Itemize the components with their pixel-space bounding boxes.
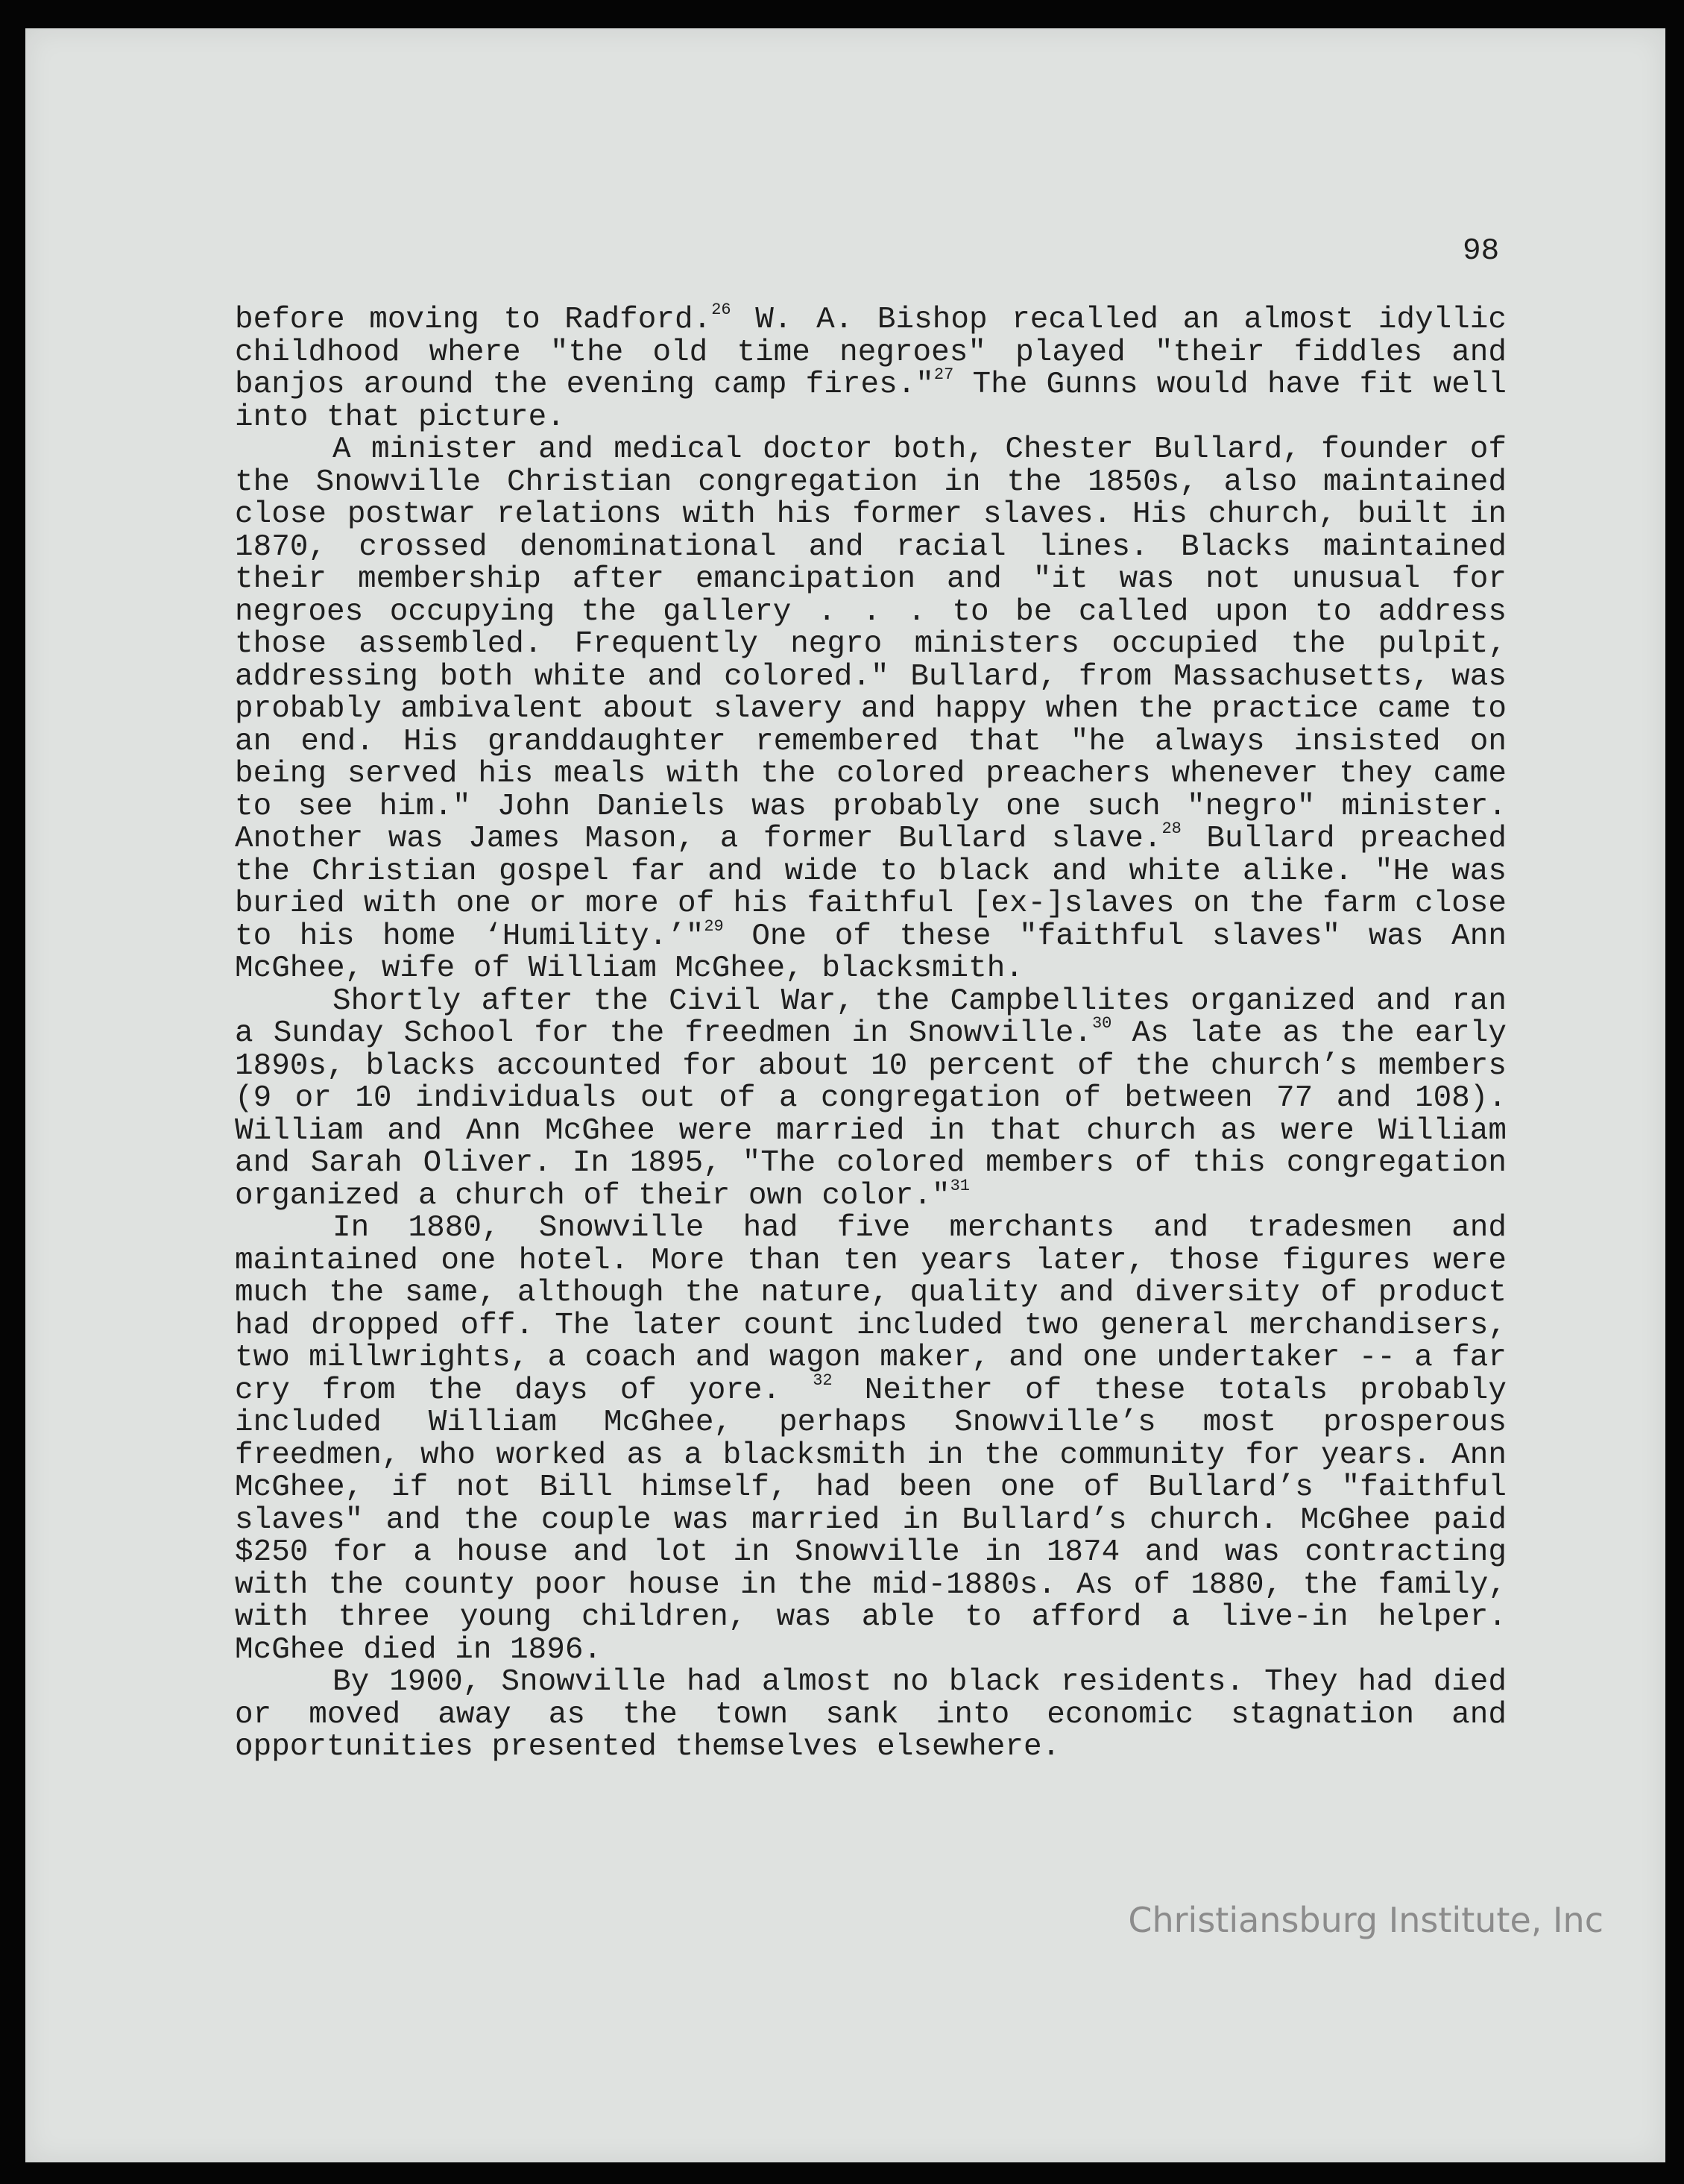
- paragraph-text: By 1900, Snowville had almost no black residents. They had died or moved away as the town sank into economic stagnation and opportunities presented themselves elsewhere.: [235, 1665, 1507, 1764]
- paragraph-text: In 1880, Snowville had five merchants and tradesmen and maintained one hotel. More than ten years later, those figures were much the same, although the nature, quality and diversity of product had dropped off. The later count included two general merchandisers, two millwrights, a coach and wagon maker, and one undertaker -- a far cry from the days of yore.: [235, 1211, 1507, 1408]
- body-text: [235, 300, 1507, 1764]
- footnote-ref-26: 26: [711, 300, 731, 319]
- paragraph-1: [235, 300, 1507, 435]
- paragraph-text: One of these "faithful slaves" was Ann McGhee, wife of William McGhee, blacksmith.: [235, 919, 1507, 986]
- footnote-ref-31: 31: [950, 1176, 970, 1195]
- footnote-ref-28: 28: [1161, 819, 1182, 838]
- document-page: [25, 28, 1665, 2162]
- footnote-ref-27: 27: [933, 365, 954, 384]
- paragraph-text: W. A. Bishop recalled an almost idyllic childhood where "the old time negroes" played "their fiddles and banjos around the evening camp fires.": [235, 303, 1507, 402]
- paragraph-3: [235, 986, 1507, 1213]
- paragraph-text: before moving to Radford.: [235, 303, 712, 337]
- paragraph-2: [235, 434, 1507, 986]
- paragraph-5: [235, 1667, 1507, 1764]
- paragraph-text: The Gunns would have fit well into that picture.: [235, 368, 1507, 435]
- page-number: 98: [1463, 234, 1500, 268]
- footnote-ref-30: 30: [1091, 1014, 1112, 1033]
- paragraph-text: As late as the early 1890s, blacks accounted for about 10 percent of the church’s members (9 or 10 individuals out of a congregation of between 77 and 108). William and Ann McGhee were married in that church as were William and Sarah Oliver. In 1895, "The colored members of this congregation organized a church of their own color.": [235, 1016, 1507, 1213]
- paragraph-text: Bullard preached the Christian gospel far and wide to black and white alike. "He was buried with one or more of his faithful [ex-]slaves on the farm close to his home ‘Humility.’": [235, 822, 1507, 954]
- footnote-ref-29: 29: [704, 916, 724, 936]
- paragraph-text: Shortly after the Civil War, the Campbellites organized and ran a Sunday School for the freedmen in Snowville.: [235, 984, 1507, 1051]
- paragraph-4: [235, 1212, 1507, 1667]
- footnote-ref-32: 32: [813, 1370, 833, 1390]
- paragraph-text: Neither of these totals probably included William McGhee, perhaps Snowville’s most prosperous freedmen, who worked as a blacksmith in the community for years. Ann McGhee, if not Bill himself, had been one of Bullard’s "faithful slaves" and the couple was married in Bullard’s church. McGhee paid $250 for a house and lot in Snowville in 1874 and was contracting with the county poor house in the mid-1880s. As of 1880, the family, with three young children, was able to afford a live-in helper. McGhee died in 1896.: [235, 1373, 1507, 1667]
- paragraph-text: A minister and medical doctor both, Chester Bullard, founder of the Snowville Christian congregation in the 1850s, also maintained close postwar relations with his former slaves. His church, built in 1870, crossed denominational and racial lines. Blacks maintained their membership after emancipation and "it was not unusual for negroes occupying the gallery . . . to be called upon to address those assembled. Frequently negro ministers occupied the pulpit, addressing both white and colored." Bullard, from Massachusetts, was probably ambivalent about slavery and happy when the practice came to an end. His granddaughter remembered that "he always insisted on being served his meals with the colored preachers whenever they came to see him." John Daniels was probably one such "negro" minister. Another was James Mason, a former Bullard slave.: [235, 432, 1507, 856]
- watermark: Christiansburg Institute, Inc: [1128, 1900, 1603, 1940]
